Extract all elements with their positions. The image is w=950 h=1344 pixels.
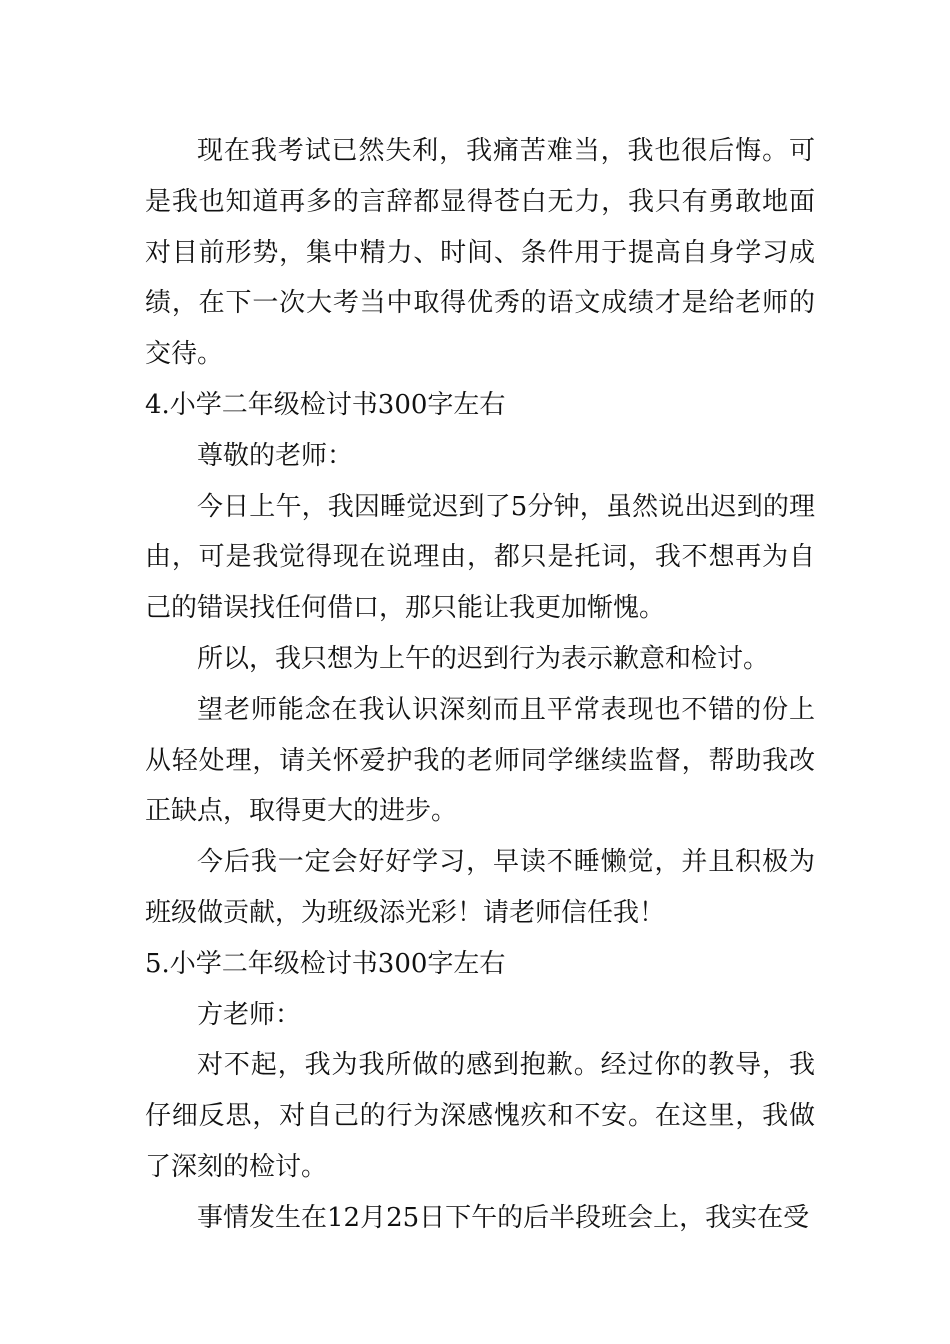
paragraph-incident: 事情发生在12月25日下午的后半段班会上，我实在受 (197, 1202, 810, 1233)
salutation-respected-teacher: 尊敬的老师： (197, 440, 354, 471)
section-heading-5: 5.小学二年级检讨书300字左右 (145, 948, 506, 979)
paragraph-late-reason: 今日上午，我因睡觉迟到了5分钟，虽然说出迟到的理由，可是我觉得现在说理由，都只是托词，我不想再为自己的错误找任何借口，那只能让我更加惭愧。 (145, 491, 815, 624)
paragraph-exam-regret: 现在我考试已然失利，我痛苦难当，我也很后悔。可是我也知道再多的言辞都显得苍白无力，我只有勇敢地面对目前形势，集中精力、时间、条件用于提高自身学习成绩，在下一次大考当中取得优秀的语文成绩才是给老师的交待。 (145, 136, 815, 370)
salutation-teacher-fang: 方老师： (197, 999, 302, 1030)
paragraph-sorry: 对不起，我为我所做的感到抱歉。经过你的教导，我仔细反思，对自己的行为深感愧疚和不安。在这里，我做了深刻的检讨。 (145, 1050, 815, 1182)
paragraph-apology: 所以，我只想为上午的迟到行为表示歉意和检讨。 (197, 643, 770, 674)
paragraph-request-leniency: 望老师能念在我认识深刻而且平常表现也不错的份上从轻处理，请关怀爱护我的老师同学继续监督，帮助我改正缺点，取得更大的进步。 (145, 694, 815, 827)
paragraph-promise: 今后我一定会好好学习，早读不睡懒觉，并且积极为班级做贡献，为班级添光彩！请老师信任我！ (145, 847, 815, 928)
section-heading-4: 4.小学二年级检讨书300字左右 (145, 389, 506, 420)
document-body (145, 126, 815, 1244)
